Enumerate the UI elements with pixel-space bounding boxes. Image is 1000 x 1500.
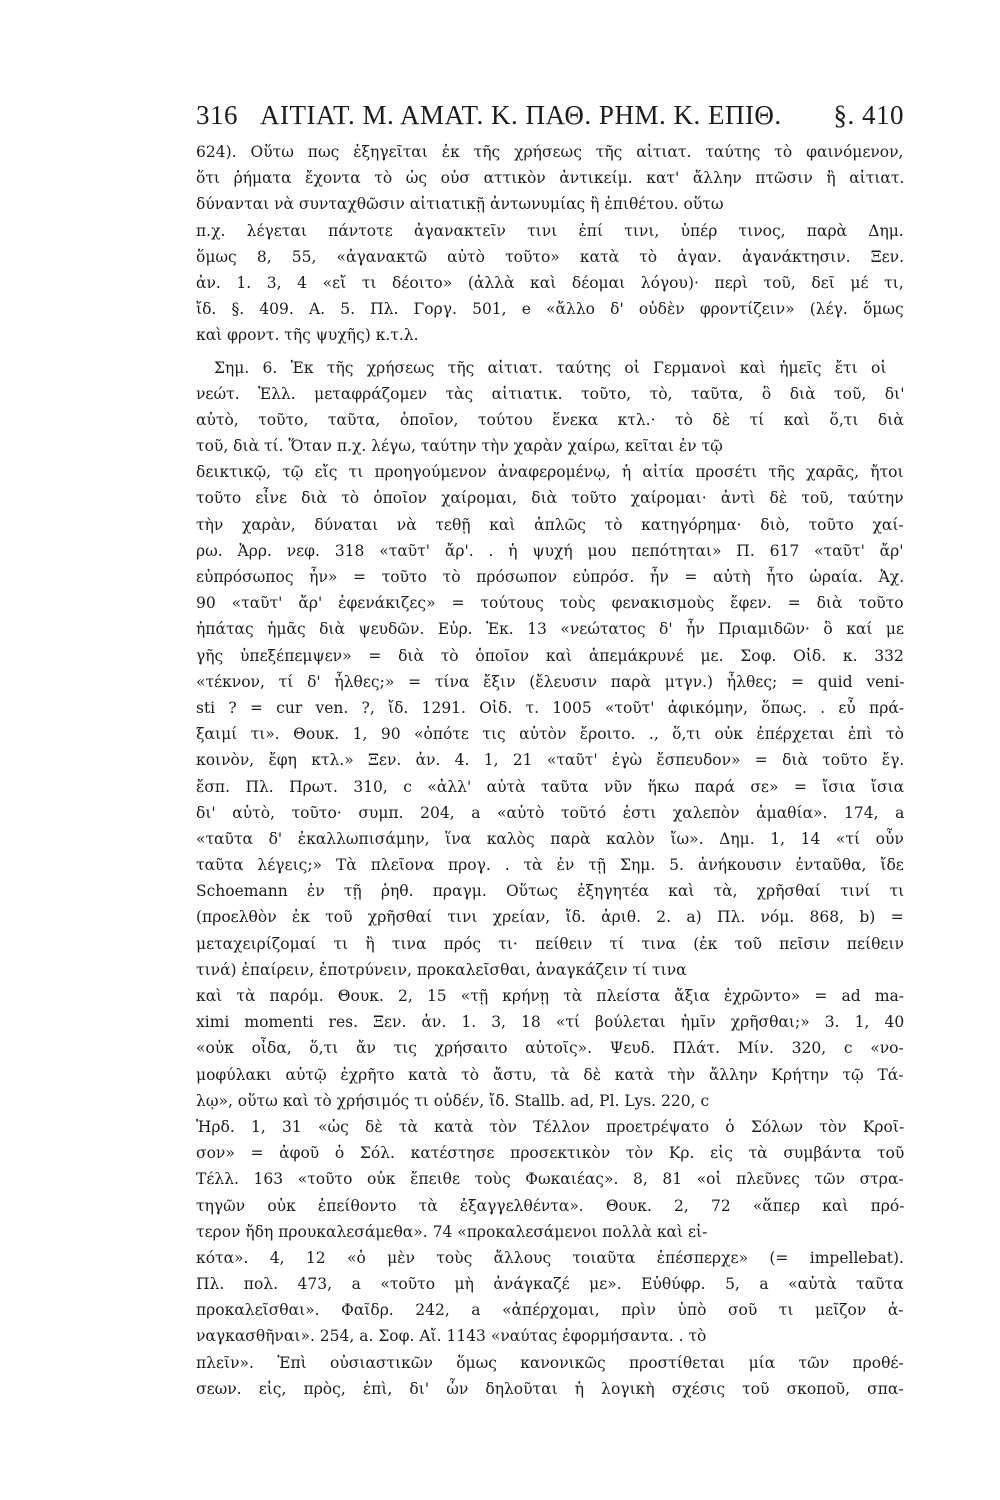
section-number: §. 410 <box>833 100 904 130</box>
text-line: μοφύλακι αὐτῷ ἐχρῆτο κατὰ τὸ ἄστυ, τὰ δὲ κατὰ τὴν ἄλλην Κρήτην τῷ Τά- <box>196 1065 904 1084</box>
text-line: αὐτὸ, τοῦτο, ταῦτα, ὁποῖον, τούτου ἕνεκα κτλ.· τὸ δὲ τί καὶ ὅ,τι διὰ <box>196 410 904 429</box>
text-line: sti ? = cur ven. ?, ἴδ. 1291. Οἰδ. τ. 1005 «τοῦτ' ἀφικόμην, ὅπως. . εὖ πρά- <box>196 698 904 717</box>
running-title: ΑΙΤΙΑΤ. Μ. ΑΜΑΤ. Κ. ΠΑΘ. ΡΗΜ. Κ. ΕΠΙΘ. <box>260 100 782 130</box>
text-line: γῆς ὑπεξέπεμψεν» = διὰ τὸ ὁποῖον καὶ ἀπεμάκρυνέ με. Σοφ. Οἰδ. κ. 332 <box>196 646 904 665</box>
text-line: τηγῶν οὐκ ἐπείθοντο τὰ ἐξαγγελθέντα». Θουκ. 2, 72 «ἅπερ καὶ πρό- <box>196 1196 904 1215</box>
paragraph-note-6 <box>196 355 904 1403</box>
text-line: Σημ. 6. Ἐκ τῆς χρήσεως τῆς αἰτιατ. ταύτης οἱ Γερμανοὶ καὶ ἡμεῖς ἔτι οἱ <box>214 358 887 377</box>
page-header <box>196 100 904 131</box>
text-line: ἴδ. §. 409. Α. 5. Πλ. Γοργ. 501, e «ἄλλο δ' οὐδὲν φροντίζειν» (λέγ. ὅμως <box>196 300 904 319</box>
text-line: σεων. εἰς, πρὸς, ἐπὶ, δι' ὧν δηλοῦται ἡ λογικὴ σχέσις τοῦ σκοποῦ, σπα- <box>196 1379 904 1398</box>
text-line: Τέλλ. 163 «τοῦτο οὐκ ἔπειθε τοὺς Φωκαιέας». 8, 81 «οἱ πλεῦνες τῶν στρα- <box>196 1170 904 1189</box>
text-line: καὶ τὰ παρόμ. Θουκ. 2, 15 «τῇ κρήνῃ τὰ πλείστα ἄξια ἐχρῶντο» = ad ma- <box>196 987 904 1005</box>
text-line: «οὐκ οἶδα, ὅ,τι ἄν τις χρήσαιτο αὐτοῖς». Ψευδ. Πλάτ. Μίν. 320, c «νο- <box>196 1039 904 1058</box>
text-line: ximi momenti res. Ξεν. ἀν. 1. 3, 18 «τί βούλεται ἡμῖν χρῆσθαι;» 3. 1, 40 <box>196 1013 904 1032</box>
text-line: ρω. Ἀρρ. νεφ. 318 «ταῦτ' ἄρ'. . ἡ ψυχή μου πεπότηται» Π. 617 «ταῦτ' ἄρ' <box>196 541 904 560</box>
text-line: προκαλεῖσθαι». Φαῖδρ. 242, a «ἀπέρχομαι, πρὶν ὑπὸ σοῦ τι μεῖζον ἀ- <box>196 1301 904 1320</box>
text-line: τοῦτο εἶνε διὰ τὸ ὁποῖον χαίρομαι, διὰ τοῦτο χαίρομαι· ἀντὶ δὲ τοῦ, ταύτην <box>196 489 904 508</box>
text-line: τοῦ, διὰ τί. Ὅταν π.χ. λέγω, ταύτην τὴν χαρὰν χαίρω, κεῖται ἐν τῷ <box>196 437 723 456</box>
text-line: ἠπάτας ἡμᾶς διὰ ψευδῶν. Εὐρ. Ἑκ. 13 «νεώτατος δ' ἦν Πριαμιδῶν· ὃ καί με <box>196 620 904 639</box>
text-line: ταῦτα λέγεις;» Τὰ πλεῖονα προγ. . τὰ ἐν τῇ Σημ. 5. ἀνήκουσιν ἐνταῦθα, ἴδε <box>196 856 904 875</box>
text-line: Schoemann ἐν τῇ ῥηθ. πραγμ. Οὕτως ἐξηγητέα καὶ τὰ, χρῆσθαί τινί τι <box>196 882 904 901</box>
text-line: τερον ἤδη προυκαλεσάμεθα». 74 «προκαλεσάμενοι πολλὰ καὶ εἰ- <box>196 1222 708 1241</box>
text-line: Πλ. πολ. 473, a «τοῦτο μὴ ἀνάγκαζέ με». Εὐθύφρ. 5, a «αὐτὰ ταῦτα <box>196 1275 904 1294</box>
text-line: τινά) ἐπαίρειν, ἐποτρύνειν, προκαλεῖσθαι, ἀναγκάζειν τί τινα <box>196 960 687 979</box>
text-line: εὐπρόσωπος ἦν» = τοῦτο τὸ πρόσωπον εὐπρόσ. ἦν = αὐτὴ ἦτο ὡραία. Ἀχ. <box>196 568 904 586</box>
text-line: ὅτι ῥήματα ἔχοντα τὸ ὡς οὐσ αττικὸν ἀντικείμ. κατ' ἄλλην πτῶσιν ἢ αἰτιατ. <box>196 169 904 188</box>
text-line: δύνανται νὰ συνταχθῶσιν αἰτιατικῇ ἀντωνυμίας ἢ ἐπιθέτου. οὕτω <box>196 195 724 214</box>
text-line: λῳ», οὕτω καὶ τὸ χρήσιμός τι οὐδέν, ἴδ. Stallb. ad, Pl. Lys. 220, c <box>196 1091 710 1110</box>
text-line: δεικτικῷ, τῷ εἴς τι προηγούμενον ἀναφερομένῳ, ἡ αἰτία προσέτι τῆς χαρᾶς, ἤτοι <box>196 463 904 482</box>
text-line: μεταχειρίζομαί τι ἢ τινα πρός τι· πείθειν τί τινα (ἐκ τοῦ πεῖσιν πείθειν <box>196 934 904 953</box>
text-line: «τέκνον, τί δ' ἦλθες;» = τίνα ἔξιν (ἔλευσιν παρὰ μτγν.) ἦλθες; = quid veni- <box>196 672 904 691</box>
text-line: (προελθὸν ἐκ τοῦ χρῆσθαί τινι χρείαν, ἴδ. ἀριθ. 2. a) Πλ. νόμ. 868, b) = <box>196 908 904 927</box>
text-line: ὅμως 8, 55, «ἀγανακτῶ αὐτὸ τοῦτο» κατὰ τὸ ἀγαν. ἀγανάκτησιν. Ξεν. <box>196 247 904 266</box>
text-line: δι' αὐτὸ, τοῦτο· συμπ. 204, a «αὐτὸ τοῦτό ἐστι χαλεπὸν ἀμαθία». 174, a <box>196 803 904 822</box>
text-line: ναγκασθῆναι». 254, a. Σοφ. Αἴ. 1143 «ναύτας ἐφορμήσαντα. . τὸ <box>196 1327 707 1346</box>
text-line: 624). Οὕτω πως ἐξηγεῖται ἐκ τῆς χρήσεως τῆς αἰτιατ. ταύτης τὸ φαινόμενον, <box>196 143 904 161</box>
text-line: νεώτ. Ἑλλ. μεταφράζομεν τὰς αἰτιατικ. τοῦτο, τὸ, ταῦτα, ὃ διὰ τοῦ, δι' <box>196 384 904 403</box>
text-line: π.χ. λέγεται πάντοτε ἀγανακτεῖν τινι ἐπί τινι, ὑπέρ τινος, παρὰ Δημ. <box>196 221 904 240</box>
text-line: καὶ φροντ. τῆς ψυχῆς) κ.τ.λ. <box>196 326 419 345</box>
text-line: ξαιμί τι». Θουκ. 1, 90 «ὁπότε τις αὐτὸν ἔροιτο. ., ὅ,τι οὐκ ἐπέρχεται ἐπὶ τὸ <box>196 725 904 744</box>
text-line: «ταῦτα δ' ἐκαλλωπισάμην, ἵνα καλὸς παρὰ καλὸν ἴω». Δημ. 1, 14 «τί οὖν <box>196 829 904 848</box>
text-line: τὴν χαρὰν, δύναται νὰ τεθῇ καὶ ἁπλῶς τὸ κατηγόρημα· διὸ, τοῦτο χαί- <box>196 515 904 534</box>
paragraph-continuation <box>196 139 904 349</box>
text-line: ἔσπ. Πλ. Πρωτ. 310, c «ἀλλ' αὐτὰ ταῦτα νῦν ἥκω παρά σε» = ἴσια ἴσια <box>196 777 904 796</box>
text-line: 90 «ταῦτ' ἄρ' ἐφενάκιζες» = τούτους τοὺς φενακισμοὺς ἔφεν. = διὰ τοῦτο <box>196 594 904 613</box>
text-line: κοινὸν, ἔφη κτλ.» Ξεν. ἀν. 4. 1, 21 «ταῦτ' ἐγὼ ἔσπευδον» = διὰ τοῦτο ἔγ. <box>196 751 904 770</box>
text-line: πλεῖν». Ἐπὶ οὐσιαστικῶν ὅμως κανονικῶς προστίθεται μία τῶν προθέ- <box>196 1353 904 1372</box>
text-line: κότα». 4, 12 «ὁ μὲν τοὺς ἄλλους τοιαῦτα ἐπέσπερχε» (= impellebat). <box>196 1248 904 1267</box>
text-line: ἀν. 1. 3, 4 «εἴ τι δέοιτο» (ἀλλὰ καὶ δέομαι λόγου)· περὶ τοῦ, δεῖ μέ τι, <box>196 273 904 292</box>
text-line: σον» = ἀφοῦ ὁ Σόλ. κατέστησε προσεκτικὸν τὸν Κρ. εἰς τὰ συμβάντα τοῦ <box>196 1144 904 1163</box>
page-number: 316 <box>196 100 238 130</box>
text-line: Ἡρδ. 1, 31 «ὡς δὲ τὰ κατὰ τὸν Τέλλον προετρέψατο ὁ Σόλων τὸν Κροῖ- <box>196 1117 904 1136</box>
